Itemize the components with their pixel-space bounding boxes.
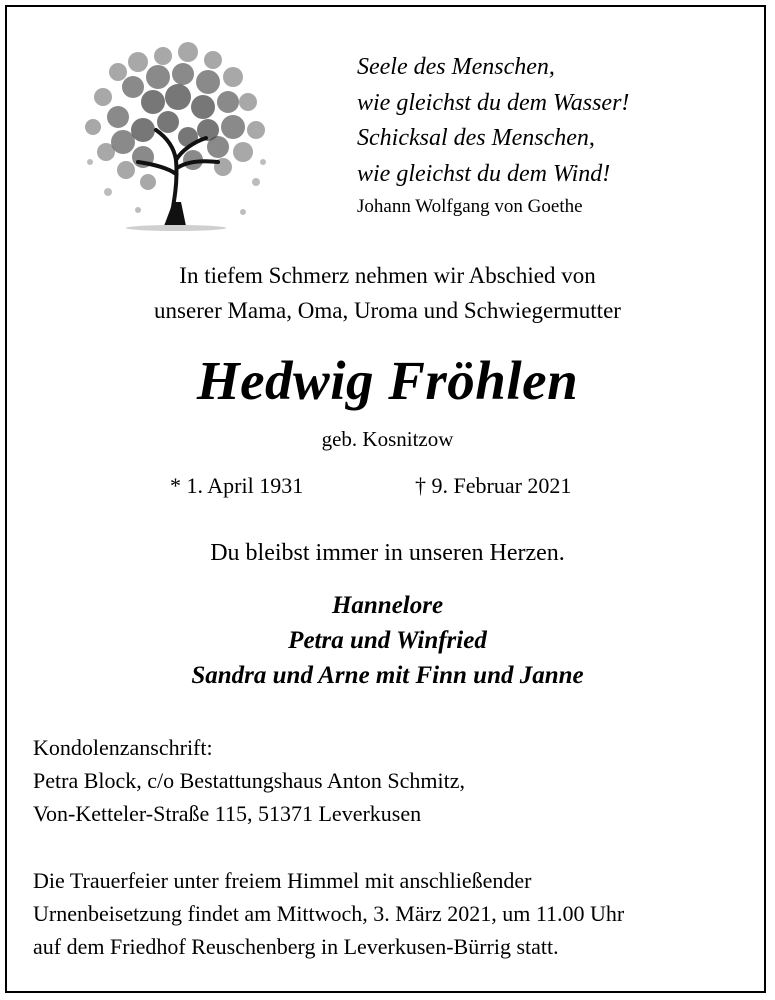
ceremony-line: Die Trauerfeier unter freiem Himmel mit anschließender [33,868,532,893]
poem-line: Schicksal des Menschen, [357,125,595,151]
ceremony-info [33,864,624,963]
family-member: Petra und Winfried [288,627,487,654]
poem-line: wie gleichst du dem Wind! [357,160,611,187]
poem-line: Seele des Menschen, [357,54,555,80]
intro-text [0,258,775,328]
family-member: Sandra und Arne mit Finn und Janne [191,662,584,689]
family-signatures [0,588,775,693]
tree-icon [78,42,274,232]
poem-author: Johann Wolfgang von Goethe [357,196,583,217]
motto: Du bleibst immer in unseren Herzen. [210,540,565,566]
deceased-name: Hedwig Fröhlen [196,350,579,411]
condolence-address [33,731,465,830]
birth-name: geb. Kosnitzow [321,427,454,451]
poem [357,50,687,221]
birth-date: * 1. April 1931 [170,473,304,498]
condolence-line: Petra Block, c/o Bestattungshaus Anton Schmitz, [33,768,466,793]
intro-line: unserer Mama, Oma, Uroma und Schwiegermutter [154,298,621,323]
intro-line: In tiefem Schmerz nehmen wir Abschied von [179,263,596,288]
death-date: † 9. Februar 2021 [415,473,572,498]
family-member: Hannelore [331,592,444,619]
condolence-label: Kondolenzanschrift: [33,735,213,760]
ceremony-line: Urnenbeisetzung findet am Mittwoch, 3. März 2021, um 11.00 Uhr [33,901,625,926]
condolence-line: Von-Ketteler-Straße 115, 51371 Leverkusen [33,801,422,826]
ceremony-line: auf dem Friedhof Reuschenberg in Leverkusen-Bürrig statt. [33,934,559,959]
poem-line: wie gleichst du dem Wasser! [357,89,630,116]
